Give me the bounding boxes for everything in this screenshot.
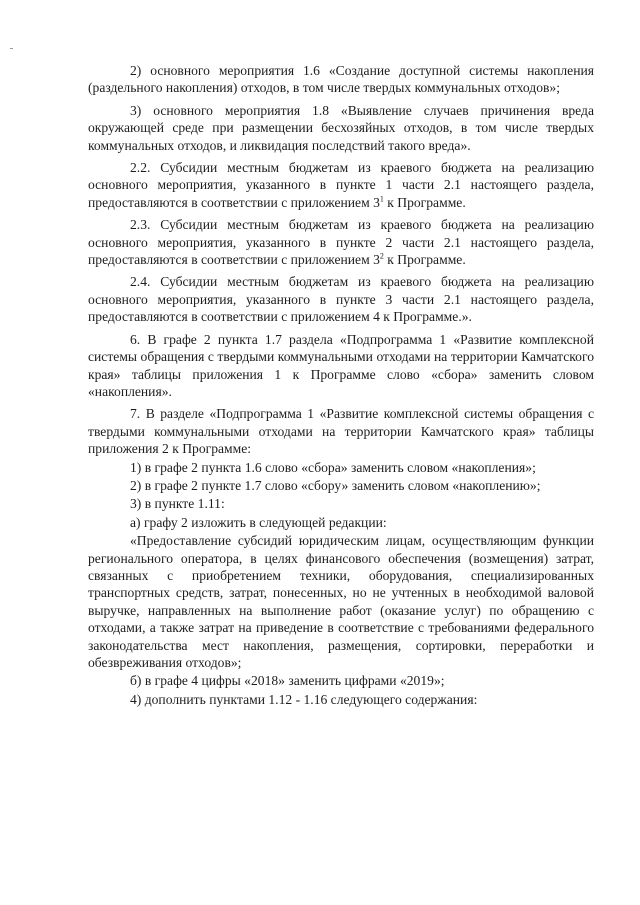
paragraph-6-amendment [88, 331, 594, 401]
paragraph-2-3-subsidies [88, 216, 594, 268]
paragraph-text: 1) в графе 2 пункта 1.6 слово «сбора» заменить словом «накопления»; [130, 459, 536, 475]
scan-mark [10, 48, 13, 49]
paragraph-text: 2.4. Субсидии местным бюджетам из краевого бюджета на реализацию основного мероприятия, указанного в пункте 3 части 2.1 настоящего раздела, предоставляются в соответствии с приложением 4 к Программе.». [88, 274, 594, 325]
paragraph-text: 2.3. Субсидии местным бюджетам из краевого бюджета на реализацию основного мероприятия, указанного в пункте 2 части 2.1 настоящего раздела, предоставляются в соответствии с приложением 3 [88, 217, 594, 268]
paragraph-text: 3) в пункте 1.11: [130, 496, 225, 512]
paragraph-text: «Предоставление субсидий юридическим лицам, осуществляющим функции регионального оператора, в целях финансового обеспечения (возмещения) затрат, связанных с приобретением техники, оборудования, специализированных транспортных средств, затрат, понесенных, но не учтенных в необходимой валовой выручке, направленных на выполнение работ (оказание услуг) по обращению с отходами, а также затрат на приведение в соответствие с требованиями федерального законодательства мест накопления, размещения, сортировки, переработки и обезвреживания отходов»; [88, 533, 594, 670]
paragraph-text: 7. В разделе «Подпрограмма 1 «Развитие комплексной системы обращения с твердыми коммунальными отходами на территории Камчатского края» таблицы приложения 2 к Программе: [88, 406, 594, 457]
list-item-2 [88, 477, 594, 494]
paragraph-item-2-measure-1-6 [88, 62, 594, 97]
list-item-4 [88, 691, 594, 708]
paragraph-text: 2) основного мероприятия 1.6 «Создание доступной системы накопления (раздельного накопления) отходов, в том числе твердых коммунальных отходов»; [88, 63, 594, 96]
paragraph-text: а) графу 2 изложить в следующей редакции: [130, 514, 387, 530]
paragraph-text-tail: к Программе. [383, 252, 466, 268]
list-item-3a [88, 514, 594, 531]
list-item-1 [88, 459, 594, 476]
superscript: 2 [379, 251, 384, 261]
paragraph-7-amendment [88, 405, 594, 457]
paragraph-text: 2) в графе 2 пункте 1.7 слово «сбору» заменить словом «накоплению»; [130, 477, 541, 493]
paragraph-text-tail: к Программе. [383, 194, 466, 210]
paragraph-text: 6. В графе 2 пункта 1.7 раздела «Подпрограмма 1 «Развитие комплексной системы обращения с твердыми коммунальными отходами на территории Камчатского края» таблицы приложения 1 к Программе слово «сбора» заменить словом «накопления». [88, 331, 594, 399]
paragraph-2-2-subsidies [88, 159, 594, 211]
superscript: 1 [379, 194, 384, 204]
list-item-3 [88, 495, 594, 512]
list-item-3b [88, 672, 594, 689]
paragraph-text: 3) основного мероприятия 1.8 «Выявление случаев причинения вреда окружающей среде при размещении бесхозяйных отходов, в том числе твердых коммунальных отходов, и ликвидация последствий такого вреда». [88, 102, 594, 153]
quoted-new-wording [88, 532, 594, 671]
paragraph-text: 4) дополнить пунктами 1.12 - 1.16 следующего содержания: [130, 691, 478, 707]
paragraph-text: б) в графе 4 цифры «2018» заменить цифрами «2019»; [130, 673, 445, 689]
paragraph-item-3-measure-1-8 [88, 102, 594, 154]
paragraph-2-4-subsidies [88, 273, 594, 325]
paragraph-text: 2.2. Субсидии местным бюджетам из краевого бюджета на реализацию основного мероприятия, указанного в пункте 1 части 2.1 настоящего раздела, предоставляются в соответствии с приложением 3 [88, 160, 594, 210]
document-body [88, 62, 594, 709]
